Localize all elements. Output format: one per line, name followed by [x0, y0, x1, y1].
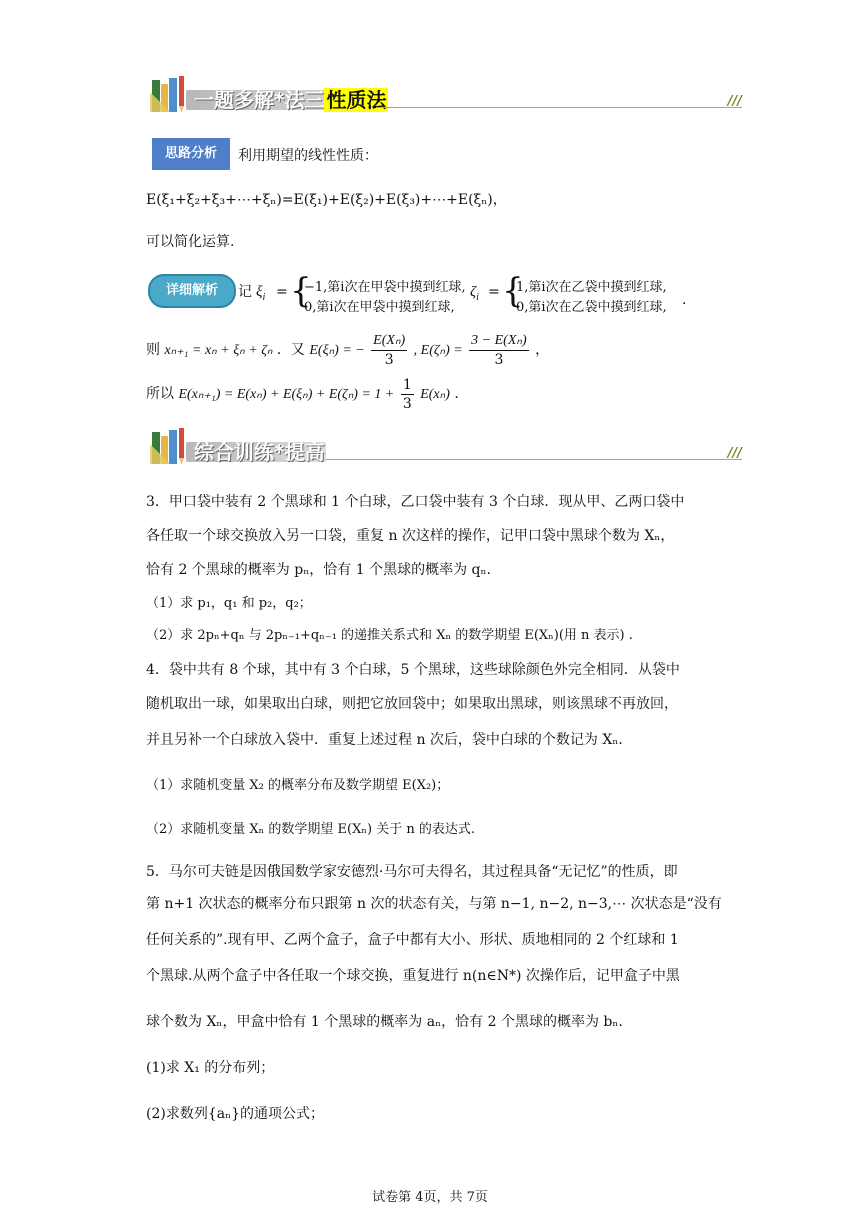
page-footer: 试卷第 4页，共 7页: [372, 1190, 488, 1205]
linearity-formula: E(ξ₁+ξ₂+ξ₃+⋯+ξₙ)=E(ξ₁)+E(ξ₂)+E(ξ₃)+⋯+E(ξₙ)，: [146, 192, 507, 208]
expectation-line: 所以 E(xₙ₊₁) = E(xₙ) + E(ξₙ) + E(ζₙ) = 1 + $\frac{1}{3}$ E(xₙ) .: [146, 376, 459, 412]
section-title: 综合训练*提高: [194, 440, 325, 464]
q3-line-3: 恰有 2 个黑球的概率为 pₙ，恰有 1 个黑球的概率为 qₙ.: [146, 562, 492, 578]
fraction: $\frac{\text{3 − E(Xₙ)}}{3}$: [471, 332, 527, 368]
simplify-text: 可以简化运算.: [146, 234, 235, 250]
xi-case-2: 0,第i次在甲袋中摸到红球,: [304, 300, 455, 315]
q4-sub-1: （1）求随机变量 X₂ 的概率分布及数学期望 E(X₂)；: [146, 778, 450, 793]
section-title-highlight: 性质法: [326, 88, 387, 112]
slash-mark: ///: [727, 446, 742, 461]
slash-mark: ///: [727, 94, 742, 109]
q5-sub-1: (1)求 X₁ 的分布列；: [146, 1060, 275, 1076]
xi-symbol: $\xi_i$: [256, 284, 266, 303]
section-banner-method3: [146, 74, 742, 114]
q4-line-3: 并且另补一个白球放入袋中．重复上述过程 n 次后，袋中白球的个数记为 Xₙ．: [146, 732, 633, 748]
q3-line-2: 各任取一个球交换放入另一口袋，重复 n 次这样的操作，记甲口袋中黑球个数为 Xₙ，: [146, 528, 675, 544]
fraction: $\frac{\text{E(Xₙ)}}{3}$: [373, 332, 406, 368]
section-title: 一题多解*法三: [194, 88, 325, 112]
q3-line-1: 3．甲口袋中装有 2 个黑球和 1 个白球，乙口袋中装有 3 个白球．现从甲、乙两口袋中: [146, 494, 685, 510]
left-brace: {: [290, 271, 312, 311]
q5-sub-2: (2)求数列{aₙ}的通项公式；: [146, 1106, 325, 1122]
q4-line-1: 4．袋中共有 8 个球，其中有 3 个白球，5 个黑球，这些球除颜色外完全相同．从袋中: [146, 662, 680, 678]
zeta-case-1: 1,第i次在乙袋中摸到红球,: [516, 280, 667, 295]
q4-sub-2: （2）求随机变量 Xₙ 的数学期望 E(Xₙ) 关于 n 的表达式.: [146, 822, 475, 837]
q3-sub-1: （1）求 p₁，q₁ 和 p₂，q₂；: [146, 596, 312, 611]
q5-line-4: 个黑球.从两个盒子中各任取一个球交换，重复进行 n(n∈N*) 次操作后，记甲盒子中黑: [146, 968, 680, 984]
zeta-symbol: $\zeta_i$: [470, 284, 479, 303]
q4-line-2: 随机取出一球，如果取出白球，则把它放回袋中；如果取出黑球，则该黑球不再放回，: [146, 696, 678, 712]
left-brace: {: [502, 271, 524, 311]
q5-line-5: 球个数为 Xₙ，甲盒中恰有 1 个黑球的概率为 aₙ，恰有 2 个黑球的概率为 bₙ.: [146, 1014, 623, 1030]
analysis-text: 利用期望的线性性质：: [238, 148, 378, 164]
analysis-tag: 思路分析: [152, 138, 230, 170]
q5-line-1: 5．马尔可夫链是因俄国数学家安德烈·马尔可夫得名，其过程具备“无记忆”的性质，即: [146, 864, 678, 880]
section-banner-practice: [146, 426, 742, 466]
xi-case-1: −1,第i次在甲袋中摸到红球,: [304, 280, 466, 295]
q5-line-3: 任何关系的”.现有甲、乙两个盒子，盒子中都有大小、形状、质地相同的 2 个红球和 1: [146, 932, 679, 948]
detail-prefix: 记: [238, 284, 252, 300]
q5-line-2: 第 n+1 次状态的概率分布只跟第 n 次的状态有关，与第 n−1, n−2, n−3,⋯ 次状态是“没有: [146, 896, 722, 912]
zeta-definition: $\zeta_i$ = { 1,第i次在乙袋中摸到红球, 0,第i次在乙袋中摸到红球, .: [470, 271, 687, 315]
q3-sub-2: （2）求 2pₙ+qₙ 与 2pₙ₋₁+qₙ₋₁ 的递推关系式和 Xₙ 的数学期望 E(Xₙ)(用 n 表示) .: [146, 628, 633, 643]
detail-tag: 详细解析: [148, 274, 236, 308]
zeta-case-2: 0,第i次在乙袋中摸到红球,: [516, 300, 667, 315]
recurrence-line: 则 xₙ₊₁ = xₙ + ξₙ + ζₙ ．又 E(ξₙ) = − $\frac{\text{E(Xₙ)}}{3}$ , E(ζₙ) = $\frac{\text{3 − E(Xₙ)}}{3}$ ，: [146, 332, 550, 368]
fraction: $\frac{1}{3}$: [402, 376, 412, 412]
xi-definition: $\xi_i$ = { −1,第i次在甲袋中摸到红球, 0,第i次在甲袋中摸到红球,: [256, 271, 466, 315]
recurrence-eq: xₙ₊₁ = xₙ + ξₙ + ζₙ: [164, 343, 273, 358]
